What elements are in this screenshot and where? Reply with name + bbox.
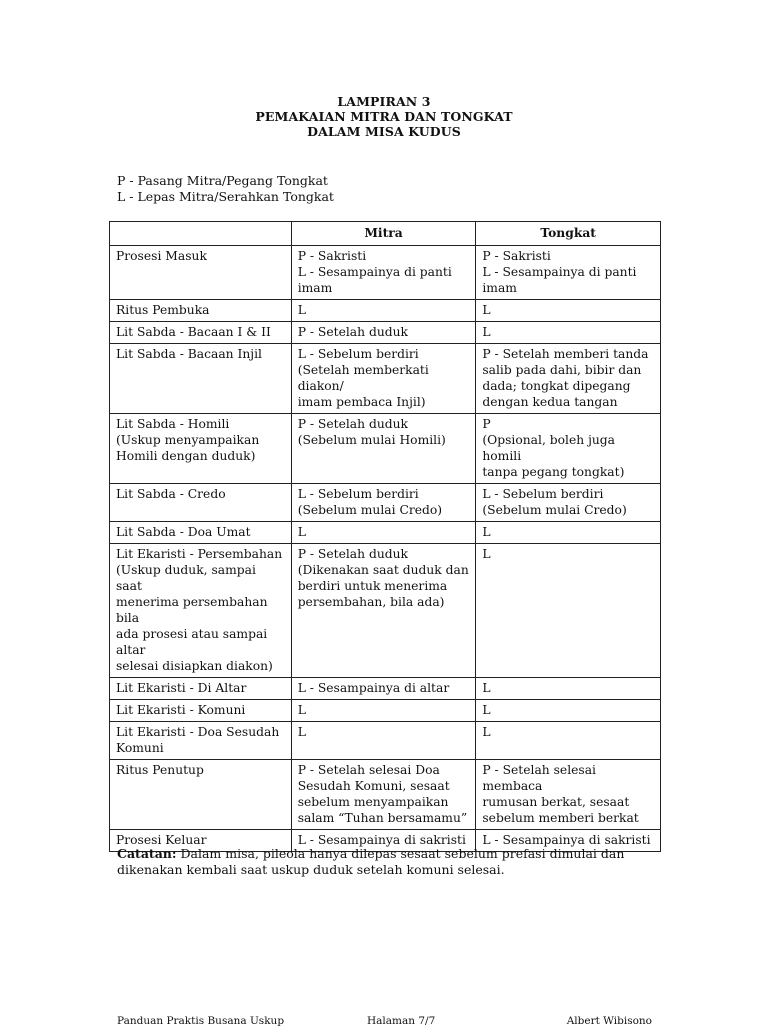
cell-text-line: L - Sesampainya di sakristi — [297, 833, 466, 847]
cell-text-line: L — [297, 725, 306, 739]
table-row — [110, 760, 661, 830]
cell-text-line: Sesudah Komuni, sesaat — [297, 779, 450, 793]
cell-text-line: L — [482, 547, 491, 561]
cell-text-line: tanpa pegang tongkat) — [482, 465, 625, 479]
tongkat-cell — [476, 344, 661, 414]
cell-text-line: menerima persembahan bila — [116, 595, 268, 625]
table-row — [110, 522, 661, 544]
tongkat-cell — [476, 678, 661, 700]
cell-text-line: P - Setelah duduk — [297, 325, 408, 339]
title-line-3: DALAM MISA KUDUS — [307, 124, 461, 139]
cell-text-line: L — [482, 681, 491, 695]
note-label: Catatan: — [117, 846, 177, 861]
cell-text-line: (Uskup menyampaikan — [116, 433, 260, 447]
cell-text-line: (Sebelum mulai Homili) — [297, 433, 446, 447]
header-mitra: Mitra — [291, 222, 476, 246]
cell-text-line: P - Setelah duduk — [297, 417, 408, 431]
cell-text-line: dengan kedua tangan — [482, 395, 618, 409]
table-header-row — [110, 222, 661, 246]
table-row — [110, 678, 661, 700]
cell-text-line: L - Sesampainya di sakristi — [482, 833, 651, 847]
mitra-cell — [291, 522, 476, 544]
cell-text-line: (Opsional, boleh juga homili — [482, 433, 616, 463]
cell-text-line: (Sebelum mulai Credo) — [482, 503, 627, 517]
cell-text-line: P - Setelah selesai membaca — [482, 763, 596, 793]
tongkat-cell — [476, 322, 661, 344]
cell-text-line: P - Setelah memberi tanda — [482, 347, 649, 361]
cell-text-line: Lit Ekaristi - Doa Sesudah — [116, 725, 280, 739]
cell-text-line: Ritus Penutup — [116, 763, 204, 777]
cell-text-line: (Uskup duduk, sampai saat — [116, 563, 256, 593]
header-rite — [110, 222, 292, 246]
rite-cell — [110, 722, 292, 760]
cell-text-line: L - Sesampainya di panti — [297, 265, 452, 279]
mitra-cell — [291, 344, 476, 414]
rite-cell — [110, 414, 292, 484]
cell-text-line: Lit Sabda - Bacaan Injil — [116, 347, 262, 361]
cell-text-line: imam pembaca Injil) — [297, 395, 426, 409]
mitra-cell — [291, 322, 476, 344]
cell-text-line: Lit Sabda - Bacaan I & II — [116, 325, 271, 339]
mitra-cell — [291, 300, 476, 322]
mitra-cell — [291, 246, 476, 300]
cell-text-line: rumusan berkat, sesaat — [482, 795, 630, 809]
rite-cell — [110, 344, 292, 414]
mitra-cell — [291, 544, 476, 678]
legend-l: L - Lepas Mitra/Serahkan Tongkat — [117, 189, 334, 204]
cell-text-line: persembahan, bila ada) — [297, 595, 445, 609]
tongkat-cell — [476, 700, 661, 722]
header-tongkat: Tongkat — [476, 222, 661, 246]
rite-cell — [110, 484, 292, 522]
table-row — [110, 700, 661, 722]
cell-text-line: sebelum menyampaikan — [297, 795, 449, 809]
cell-text-line: Lit Ekaristi - Persembahan — [116, 547, 283, 561]
abbreviation-legend — [117, 173, 334, 205]
footer-document-name: Panduan Praktis Busana Uskup — [117, 1015, 285, 1027]
cell-text-line: P - Setelah duduk — [297, 547, 408, 561]
table-row — [110, 300, 661, 322]
cell-text-line: (Setelah memberkati diakon/ — [297, 363, 429, 393]
table-row — [110, 246, 661, 300]
page-footer — [117, 1014, 652, 1028]
cell-text-line: Komuni — [116, 741, 164, 755]
cell-text-line: Lit Sabda - Doa Umat — [116, 525, 251, 539]
mitra-cell — [291, 414, 476, 484]
rite-cell — [110, 760, 292, 830]
cell-text-line: dada; tongkat dipegang — [482, 379, 631, 393]
cell-text-line: Lit Sabda - Homili — [116, 417, 230, 431]
cell-text-line: P - Sakristi — [482, 249, 551, 263]
cell-text-line: L - Sebelum berdiri — [482, 487, 604, 501]
cell-text-line: L — [297, 525, 306, 539]
rite-cell — [110, 544, 292, 678]
mitra-cell — [291, 678, 476, 700]
cell-text-line: L — [482, 303, 491, 317]
table-row — [110, 414, 661, 484]
cell-text-line: (Sebelum mulai Credo) — [297, 503, 443, 517]
cell-text-line: imam — [297, 281, 333, 295]
rite-cell — [110, 678, 292, 700]
cell-text-line: ada prosesi atau sampai altar — [116, 627, 268, 657]
mitra-tongkat-table — [109, 221, 661, 852]
tongkat-cell — [476, 484, 661, 522]
cell-text-line: P - Sakristi — [297, 249, 367, 263]
note-paragraph — [117, 846, 657, 878]
mitra-cell — [291, 722, 476, 760]
tongkat-cell — [476, 544, 661, 678]
document-title — [0, 94, 768, 139]
title-line-2: PEMAKAIAN MITRA DAN TONGKAT — [255, 109, 513, 124]
cell-text-line: L — [297, 303, 306, 317]
tongkat-cell — [476, 414, 661, 484]
table-row — [110, 344, 661, 414]
title-line-1: LAMPIRAN 3 — [337, 94, 431, 109]
mitra-cell — [291, 760, 476, 830]
tongkat-cell — [476, 300, 661, 322]
cell-text-line: L - Sesampainya di panti — [482, 265, 637, 279]
rite-cell — [110, 246, 292, 300]
table-body — [110, 246, 661, 852]
mitra-cell — [291, 700, 476, 722]
cell-text-line: Lit Ekaristi - Komuni — [116, 703, 246, 717]
cell-text-line: P — [482, 417, 491, 431]
table-row — [110, 322, 661, 344]
tongkat-cell — [476, 246, 661, 300]
footer-author: Albert Wibisono — [566, 1015, 652, 1027]
tongkat-cell — [476, 760, 661, 830]
table-row — [110, 544, 661, 678]
cell-text-line: berdiri untuk menerima — [297, 579, 448, 593]
cell-text-line: salib pada dahi, bibir dan — [482, 363, 642, 377]
cell-text-line: Lit Ekaristi - Di Altar — [116, 681, 247, 695]
table-row — [110, 484, 661, 522]
tongkat-cell — [476, 722, 661, 760]
table-row — [110, 722, 661, 760]
cell-text-line: salam “Tuhan bersamamu” — [297, 811, 468, 825]
cell-text-line: L — [482, 725, 491, 739]
cell-text-line: selesai disiapkan diakon) — [116, 659, 273, 673]
cell-text-line: Lit Sabda - Credo — [116, 487, 226, 501]
cell-text-line: L — [482, 703, 491, 717]
rite-cell — [110, 522, 292, 544]
cell-text-line: P - Setelah selesai Doa — [297, 763, 440, 777]
rite-cell — [110, 322, 292, 344]
rite-cell — [110, 300, 292, 322]
rite-cell — [110, 700, 292, 722]
cell-text-line: L - Sebelum berdiri — [297, 347, 419, 361]
cell-text-line: L — [482, 525, 491, 539]
cell-text-line: Prosesi Masuk — [116, 249, 207, 263]
cell-text-line: (Dikenakan saat duduk dan — [297, 563, 469, 577]
cell-text-line: L — [297, 703, 306, 717]
cell-text-line: L - Sesampainya di altar — [297, 681, 450, 695]
cell-text-line: Ritus Pembuka — [116, 303, 210, 317]
cell-text-line: imam — [482, 281, 517, 295]
cell-text-line: sebelum memberi berkat — [482, 811, 639, 825]
legend-p: P - Pasang Mitra/Pegang Tongkat — [117, 173, 328, 188]
cell-text-line: L - Sebelum berdiri — [297, 487, 419, 501]
cell-text-line: Prosesi Keluar — [116, 833, 207, 847]
mitra-cell — [291, 484, 476, 522]
cell-text-line: L — [482, 325, 491, 339]
footer-page-number: Halaman 7/7 — [367, 1015, 436, 1027]
note-text: Dalam misa, pileola hanya dilepas sesaat sebelum prefasi dimulai dan dikenakan kembali saat uskup duduk setelah komuni selesai. — [117, 846, 625, 877]
cell-text-line: Homili dengan duduk) — [116, 449, 256, 463]
tongkat-cell — [476, 522, 661, 544]
